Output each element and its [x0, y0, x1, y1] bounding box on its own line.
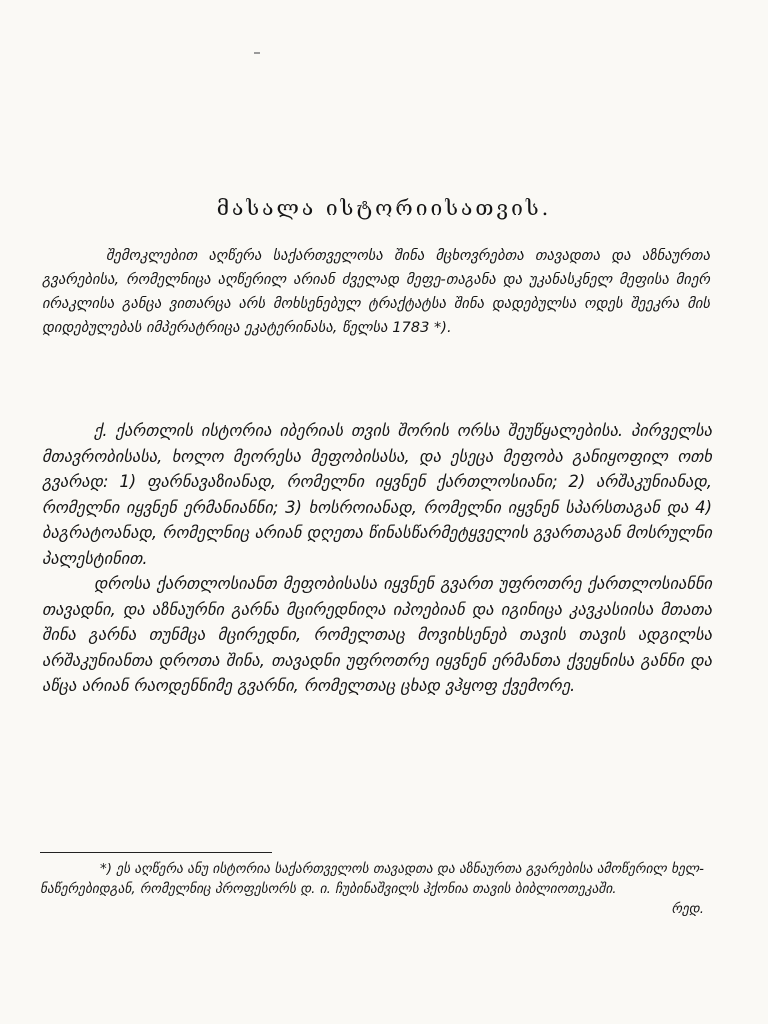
scan-speck	[254, 52, 260, 54]
footnote-text: *) ეს აღწერა ანუ ისტორია საქართველოს თავადთა და აზნაურთა გვარებისა ამოწერილ ხელ-ნაწერებიდგან, რომელნიც პროფესორს დ. ი. ჩუბინაშვილს ჰქონია თავის ბიბლიოთეკაში.	[40, 862, 704, 897]
intro-paragraph: შემოკლებით აღწერა საქართველოსა შინა მცხოვრებთა თავადთა და აზნაურთა გვარებისა, რომელნიცა აღწერილ არიან ძველად მეფე-თაგანა და უკანასკნელ მეფისა მიერ ირაკლისა განცა ვითარცა არს მოხსენებულ ტრაქტატსა შინა დადებულსა ოდეს შეეკრა მის დიდებულებას იმპერატრიცა ეკატერინასა, წელსა 1783 *).	[42, 247, 710, 336]
paragraph-1: ქ. ქართლის ისტორია იბერიას თვის შორის ორსა შეუწყალებისა. პირველსა მთავრობისასა, ხოლო მეორესა მეფობისასა, და ესეცა მეფობა განიყოფილ ოთხ გვარად: 1) ფარნავაზიანად, რომელნი იყვნენ ქართლოსიანი; 2) არშაკუნიანად, რომელნი იყვნენ ერმანიანნი; 3) ხოსროიანად, რომელნი იყვნენ სპარსთაგან და 4) ბაგრატოანად, რომელნიც არიან დღეთა წინასწარმეტყველის გვართაგან მოსრულნი პალესტინით.	[42, 421, 712, 568]
paragraph-2: დროსა ქართლოსიანთ მეფობისასა იყვნენ გვართ უფროთრე ქართლოსიანნი თავადნი, და აზნაურნი გარნა მცირედნიღა იპოებიან და იგინიცა კავკასიისა მთათა შინა გარნა თუნმცა მცირედნი, რომელთაც მოვიხსენებ თავის თავის ადგილსა არშაკუნიანთა დროთა შინა, თავადნი უფროთრე იყვნენ ერმანთა ქვეყნისა განნი და აწცა არიან რაოდენნიმე გვარნი, რომელთაც ცხად ვჰყოფ ქვემორე.	[42, 574, 712, 695]
footnote	[40, 860, 704, 920]
document-title: მასალა ისტორიისათვის.	[216, 196, 552, 220]
footnote-signature: რედ.	[671, 902, 704, 917]
footnote-rule	[40, 852, 272, 853]
main-text	[42, 418, 712, 699]
